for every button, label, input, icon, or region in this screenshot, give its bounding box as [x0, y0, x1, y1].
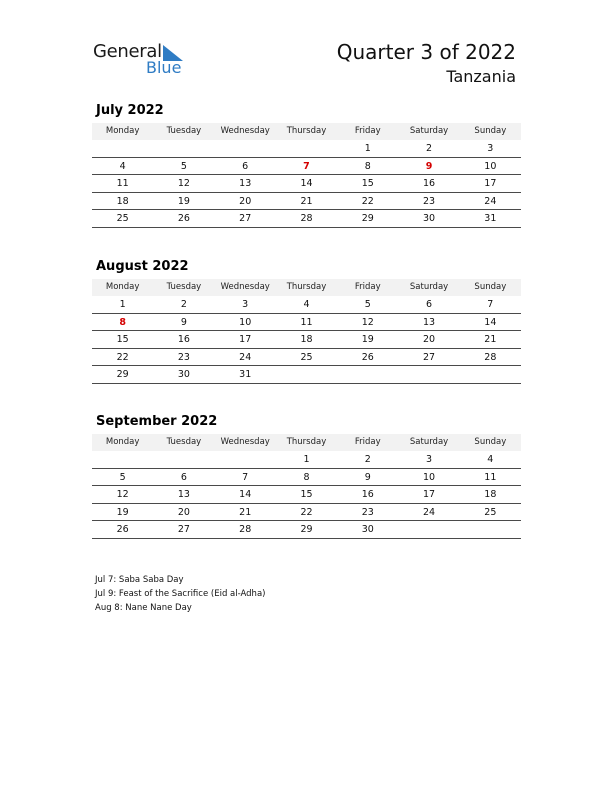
weekday-header: [92, 434, 521, 451]
week-row: [92, 469, 521, 487]
day-cell: 5: [180, 160, 187, 172]
day-cell: 25: [116, 213, 129, 224]
day-cell: 17: [423, 489, 436, 500]
day-cell: 28: [484, 351, 497, 363]
day-cell: 30: [361, 524, 374, 535]
weekday-label: Sunday: [474, 437, 507, 447]
day-cell: 17: [484, 178, 497, 189]
day-cell: 31: [239, 369, 252, 380]
weekday-label: Monday: [105, 282, 140, 292]
day-cell: [215, 451, 276, 468]
week-row: [92, 175, 521, 193]
day-cell: 7: [303, 160, 310, 172]
day-cell: [460, 366, 521, 383]
weekday-label: Sunday: [474, 126, 507, 136]
day-cell: 12: [361, 316, 374, 328]
day-cell: 30: [423, 213, 436, 224]
day-cell: 13: [177, 489, 190, 500]
day-cell: 8: [303, 471, 310, 483]
day-cell: [276, 140, 337, 157]
day-cell: 11: [116, 178, 129, 189]
week-row: [92, 314, 521, 332]
day-cell: 8: [119, 316, 126, 328]
day-cell: 24: [239, 351, 252, 363]
weekday-label: Thursday: [286, 282, 327, 292]
day-cell: 18: [300, 334, 313, 345]
day-cell: 21: [300, 195, 313, 207]
day-cell: 11: [300, 316, 313, 328]
day-cell: 6: [242, 160, 249, 172]
day-cell: 28: [300, 213, 313, 224]
day-cell: 16: [177, 334, 190, 345]
weekday-label: Monday: [105, 126, 140, 136]
holiday-note: Jul 7: Saba Saba Day: [95, 575, 184, 585]
day-cell: 6: [180, 471, 187, 483]
generalblue-logo: [93, 41, 193, 81]
week-row: [92, 296, 521, 314]
day-cell: 14: [484, 316, 497, 328]
day-cell: 4: [487, 454, 494, 465]
day-cell: 10: [239, 316, 252, 328]
day-cell: [153, 451, 214, 468]
day-cell: 1: [303, 454, 310, 465]
month-calendar-september: [92, 413, 521, 539]
month-title: August 2022: [96, 259, 189, 274]
weekday-label: Tuesday: [166, 126, 202, 136]
weekday-label: Monday: [105, 437, 140, 447]
day-cell: [398, 366, 459, 383]
day-cell: 30: [177, 369, 190, 380]
day-cell: 27: [177, 524, 190, 535]
day-cell: 27: [423, 351, 436, 363]
day-cell: 13: [423, 316, 436, 328]
day-cell: 23: [423, 195, 436, 207]
week-row: [92, 331, 521, 349]
day-cell: [398, 521, 459, 538]
day-cell: 27: [239, 213, 252, 224]
week-row: [92, 521, 521, 539]
day-cell: [276, 366, 337, 383]
day-cell: [215, 140, 276, 157]
day-cell: 2: [426, 143, 433, 154]
weekday-label: Wednesday: [220, 126, 270, 136]
week-row: [92, 210, 521, 228]
weekday-label: Tuesday: [166, 437, 202, 447]
weekday-label: Wednesday: [220, 437, 270, 447]
day-cell: 15: [361, 178, 374, 189]
day-cell: 5: [119, 471, 126, 483]
weekday-label: Friday: [354, 126, 381, 136]
day-cell: 11: [484, 471, 497, 483]
day-cell: 3: [487, 143, 494, 154]
holiday-note: Aug 8: Nane Nane Day: [95, 603, 192, 613]
day-cell: 21: [484, 334, 497, 345]
day-cell: 24: [423, 506, 436, 518]
day-cell: 4: [303, 299, 310, 310]
day-cell: 18: [484, 489, 497, 500]
day-cell: [92, 140, 153, 157]
day-cell: 7: [242, 471, 249, 483]
day-cell: 12: [177, 178, 190, 189]
week-row: [92, 486, 521, 504]
week-row: [92, 140, 521, 158]
logo-general-text: General: [93, 41, 162, 62]
day-cell: 5: [364, 299, 371, 310]
month-weeks: [92, 140, 521, 228]
day-cell: 15: [116, 334, 129, 345]
country-name: Tanzania: [446, 67, 516, 86]
week-row: [92, 451, 521, 469]
day-cell: 19: [177, 195, 190, 207]
day-cell: 22: [116, 351, 129, 363]
weekday-label: Saturday: [409, 282, 449, 292]
day-cell: 25: [484, 506, 497, 518]
day-cell: [153, 140, 214, 157]
day-cell: 16: [423, 178, 436, 189]
day-cell: 18: [116, 195, 129, 207]
day-cell: 8: [364, 160, 371, 172]
day-cell: [337, 366, 398, 383]
day-cell: 29: [116, 369, 129, 380]
week-row: [92, 366, 521, 384]
day-cell: 29: [300, 524, 313, 535]
day-cell: 15: [300, 489, 313, 500]
weekday-label: Thursday: [286, 437, 327, 447]
day-cell: 20: [177, 506, 190, 518]
day-cell: 29: [361, 213, 374, 224]
day-cell: 3: [426, 454, 433, 465]
day-cell: 3: [242, 299, 249, 310]
day-cell: 9: [364, 471, 371, 483]
day-cell: 19: [116, 506, 129, 518]
holiday-note: Jul 9: Feast of the Sacrifice (Eid al-Adha): [95, 589, 266, 599]
week-row: [92, 193, 521, 211]
weekday-label: Thursday: [286, 126, 327, 136]
day-cell: 22: [361, 195, 374, 207]
holiday-notes: [95, 573, 265, 615]
day-cell: 7: [487, 299, 494, 310]
day-cell: 17: [239, 334, 252, 345]
day-cell: 21: [239, 506, 252, 518]
day-cell: [92, 451, 153, 468]
day-cell: 14: [239, 489, 252, 500]
day-cell: 2: [364, 454, 371, 465]
day-cell: [460, 521, 521, 538]
day-cell: 19: [361, 334, 374, 345]
day-cell: 26: [177, 213, 190, 224]
page-title: Quarter 3 of 2022: [336, 40, 516, 64]
logo-blue-text: Blue: [146, 58, 182, 77]
day-cell: 23: [177, 351, 190, 363]
day-cell: 10: [423, 471, 436, 483]
weekday-header: [92, 279, 521, 296]
day-cell: 6: [426, 299, 433, 310]
weekday-label: Sunday: [474, 282, 507, 292]
weekday-header: [92, 123, 521, 140]
week-row: [92, 349, 521, 367]
day-cell: 9: [425, 160, 433, 172]
weekday-label: Saturday: [409, 126, 449, 136]
day-cell: 20: [239, 195, 252, 207]
day-cell: 25: [300, 351, 313, 363]
month-weeks: [92, 451, 521, 539]
day-cell: 20: [423, 334, 436, 345]
day-cell: 28: [239, 524, 252, 535]
day-cell: 13: [239, 178, 252, 189]
month-title: September 2022: [96, 414, 218, 429]
day-cell: 26: [361, 351, 374, 363]
day-cell: 23: [361, 506, 374, 518]
day-cell: 2: [180, 299, 187, 310]
day-cell: 9: [180, 316, 187, 328]
day-cell: 1: [364, 143, 371, 154]
day-cell: 24: [484, 195, 497, 207]
day-cell: 1: [119, 299, 126, 310]
day-cell: 4: [119, 160, 126, 172]
day-cell: 14: [300, 178, 313, 189]
weekday-label: Tuesday: [166, 282, 202, 292]
weekday-label: Wednesday: [220, 282, 270, 292]
day-cell: 10: [484, 160, 497, 172]
day-cell: 16: [361, 489, 374, 500]
day-cell: 26: [116, 524, 129, 535]
month-calendar-july: [92, 102, 521, 228]
weekday-label: Friday: [354, 437, 381, 447]
month-title: July 2022: [96, 103, 164, 118]
month-calendar-august: [92, 258, 521, 384]
day-cell: 31: [484, 213, 497, 224]
weekday-label: Friday: [354, 282, 381, 292]
day-cell: 22: [300, 506, 313, 518]
weekday-label: Saturday: [409, 437, 449, 447]
week-row: [92, 504, 521, 522]
month-weeks: [92, 296, 521, 384]
week-row: [92, 158, 521, 176]
day-cell: 12: [116, 489, 129, 500]
